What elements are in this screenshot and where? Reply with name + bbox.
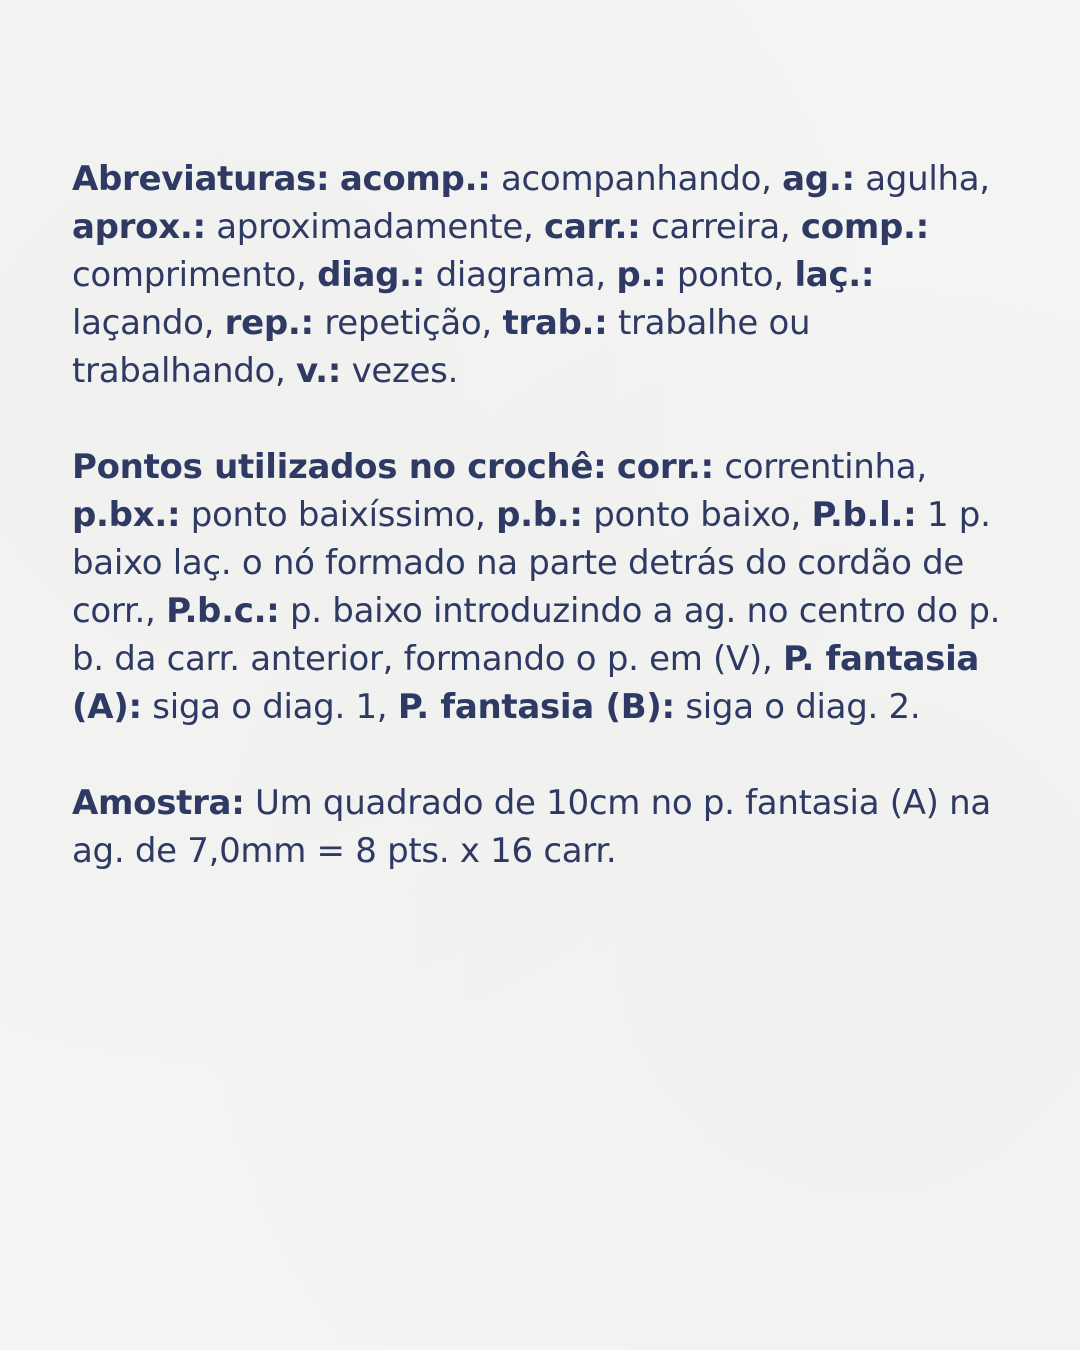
abbr-definition: laçando, xyxy=(72,303,225,343)
abbr-definition: repetição, xyxy=(313,303,503,343)
abbr-definition: trabalhe ou trabalhando, xyxy=(72,303,811,391)
abbr-term: ag.: xyxy=(782,159,855,199)
stitch-definition: siga o diag. 1, xyxy=(141,687,398,727)
abbr-definition: vezes. xyxy=(341,351,459,391)
stitch-term: corr.: xyxy=(616,447,714,487)
abbreviations-paragraph xyxy=(72,155,1022,395)
abbr-term: rep.: xyxy=(224,303,314,343)
stitch-term: p.b.: xyxy=(496,495,583,535)
abbr-term: carr.: xyxy=(543,207,641,247)
stitches-heading: Pontos utilizados no crochê: xyxy=(72,447,607,487)
stitch-definition: p. baixo introduzindo a ag. no centro do p. b. da carr. anterior, formando o p. em (V), xyxy=(72,591,1001,679)
stitch-term: P.b.l.: xyxy=(811,495,917,535)
document-body xyxy=(72,155,1022,923)
abbr-definition: agulha, xyxy=(854,159,990,199)
abbr-term: v.: xyxy=(296,351,342,391)
stitch-term: P. fantasia (A): xyxy=(72,639,980,727)
abbr-term: aprox.: xyxy=(72,207,206,247)
sample-text: Um quadrado de 10cm no p. fantasia (A) na ag. de 7,0mm = 8 pts. x 16 carr. xyxy=(72,783,991,871)
abbr-term: acomp.: xyxy=(339,159,491,199)
stitch-term: P.b.c.: xyxy=(166,591,280,631)
stitch-definition: 1 p. baixo laç. o nó formado na parte detrás do cordão de corr., xyxy=(72,495,991,631)
abbreviations-heading: Abreviaturas: xyxy=(72,159,330,199)
abbr-term: comp.: xyxy=(800,207,929,247)
abbr-definition: acompanhando, xyxy=(490,159,783,199)
abbr-definition: diagrama, xyxy=(425,255,617,295)
sample-heading: Amostra: xyxy=(72,783,245,823)
abbr-term: laç.: xyxy=(794,255,875,295)
stitch-definition: ponto baixíssimo, xyxy=(180,495,497,535)
abbr-definition: comprimento, xyxy=(72,255,318,295)
stitches-paragraph xyxy=(72,443,1022,731)
abbr-term: trab.: xyxy=(502,303,608,343)
stitch-term: p.bx.: xyxy=(72,495,181,535)
sample-paragraph xyxy=(72,779,1022,875)
abbr-definition: carreira, xyxy=(640,207,801,247)
abbr-term: diag.: xyxy=(317,255,426,295)
abbr-definition: ponto, xyxy=(666,255,795,295)
stitch-definition: ponto baixo, xyxy=(582,495,812,535)
stitch-definition: correntinha, xyxy=(713,447,927,487)
stitch-definition: siga o diag. 2. xyxy=(674,687,921,727)
abbr-definition: aproximadamente, xyxy=(205,207,544,247)
abbr-term: p.: xyxy=(616,255,667,295)
stitch-term: P. fantasia (B): xyxy=(397,687,675,727)
